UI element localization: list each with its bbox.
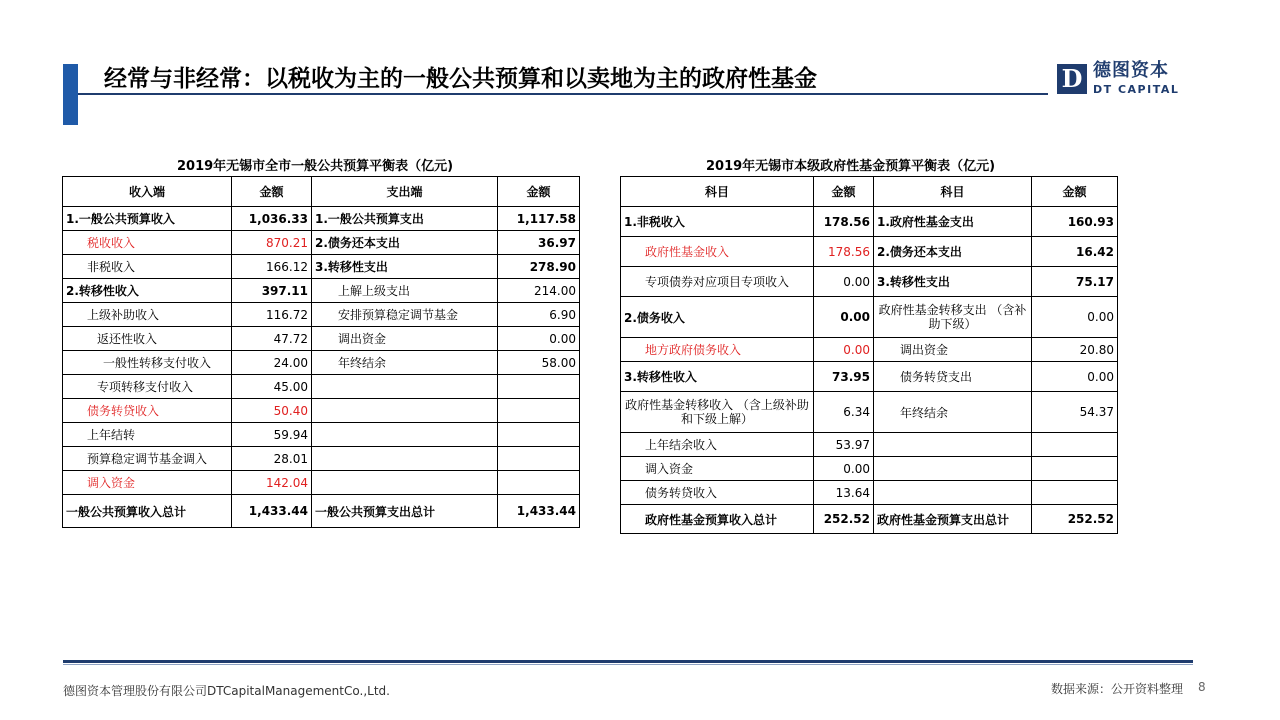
- data-source: 数据来源：公开资料整理: [1050, 682, 1183, 696]
- income-item: 返还性收入: [63, 327, 232, 351]
- expense-amount: 160.93: [1032, 207, 1118, 237]
- income-total-amount: 252.52: [814, 505, 874, 534]
- table-row: [621, 338, 1118, 362]
- header-cell: 金额: [498, 177, 580, 207]
- expense-item: 调出资金: [874, 338, 1032, 362]
- income-item: 一般性转移支付收入: [63, 351, 232, 375]
- income-item: 政府性基金收入: [621, 237, 814, 267]
- logo-en-text: DT CAPITAL: [1093, 83, 1180, 96]
- income-total-label: 政府性基金预算收入总计: [621, 505, 814, 534]
- header-cell: 金额: [814, 177, 874, 207]
- expense-item: [874, 457, 1032, 481]
- table-row: [621, 457, 1118, 481]
- page-number: 8: [1198, 680, 1206, 694]
- expense-item: [312, 447, 498, 471]
- expense-amount: [498, 447, 580, 471]
- income-total-amount: 1,433.44: [232, 495, 312, 528]
- expense-item: [312, 375, 498, 399]
- table-row: [63, 351, 580, 375]
- expense-amount: 0.00: [498, 327, 580, 351]
- table-row: [621, 392, 1118, 433]
- expense-amount: 6.90: [498, 303, 580, 327]
- expense-total-label: 一般公共预算支出总计: [312, 495, 498, 528]
- header-cell: 收入端: [63, 177, 232, 207]
- expense-item: 1.政府性基金支出: [874, 207, 1032, 237]
- income-item: 上年结余收入: [621, 433, 814, 457]
- table-row: [63, 303, 580, 327]
- expense-amount: 54.37: [1032, 392, 1118, 433]
- expense-total-amount: 1,433.44: [498, 495, 580, 528]
- expense-amount: [1032, 433, 1118, 457]
- income-item: 预算稳定调节基金调入: [63, 447, 232, 471]
- header-cell: 金额: [1032, 177, 1118, 207]
- table-row: [63, 375, 580, 399]
- income-item: 债务转贷收入: [621, 481, 814, 505]
- expense-total-label: 政府性基金预算支出总计: [874, 505, 1032, 534]
- income-item: 专项债券对应项目专项收入: [621, 267, 814, 297]
- expense-total-amount: 252.52: [1032, 505, 1118, 534]
- income-item: 政府性基金转移收入 （含上级补助和下级上解）: [621, 392, 814, 433]
- income-amount: 0.00: [814, 267, 874, 297]
- company-name: 德图资本管理股份有限公司DTCapitalManagementCo.,Ltd.: [63, 684, 390, 698]
- table2-title: 2019年无锡市本级政府性基金预算平衡表（亿元): [706, 159, 996, 174]
- expense-item: 3.转移性支出: [312, 255, 498, 279]
- expense-item: 债务转贷支出: [874, 362, 1032, 392]
- income-total-label: 一般公共预算收入总计: [63, 495, 232, 528]
- expense-amount: 58.00: [498, 351, 580, 375]
- table-row: [621, 297, 1118, 338]
- logo-cn-text: 德图资本: [1093, 60, 1169, 81]
- table-row: [63, 327, 580, 351]
- income-amount: 50.40: [232, 399, 312, 423]
- expense-amount: [1032, 481, 1118, 505]
- table-row: [63, 423, 580, 447]
- title-underline: [78, 93, 1048, 95]
- footer-divider-thin: [63, 664, 1193, 665]
- footer-divider: [63, 660, 1193, 663]
- expense-amount: [498, 471, 580, 495]
- expense-amount: [498, 423, 580, 447]
- income-item: 非税收入: [63, 255, 232, 279]
- table-total-row: [621, 505, 1118, 534]
- expense-amount: 0.00: [1032, 297, 1118, 338]
- expense-item: [312, 423, 498, 447]
- table-row: [63, 279, 580, 303]
- expense-amount: 0.00: [1032, 362, 1118, 392]
- income-item: 债务转贷收入: [63, 399, 232, 423]
- income-item: 上级补助收入: [63, 303, 232, 327]
- income-item: 3.转移性收入: [621, 362, 814, 392]
- expense-item: 政府性基金转移支出 （含补助下级）: [874, 297, 1032, 338]
- expense-item: 1.一般公共预算支出: [312, 207, 498, 231]
- income-amount: 178.56: [814, 207, 874, 237]
- income-item: 地方政府债务收入: [621, 338, 814, 362]
- header-cell: 科目: [621, 177, 814, 207]
- income-amount: 28.01: [232, 447, 312, 471]
- header-cell: 科目: [874, 177, 1032, 207]
- income-item: 调入资金: [63, 471, 232, 495]
- income-amount: 142.04: [232, 471, 312, 495]
- table-total-row: [63, 495, 580, 528]
- income-item: 专项转移支付收入: [63, 375, 232, 399]
- table-row: [621, 362, 1118, 392]
- title-accent-bar: [63, 64, 78, 125]
- income-amount: 53.97: [814, 433, 874, 457]
- table-row: [621, 433, 1118, 457]
- income-amount: 870.21: [232, 231, 312, 255]
- expense-amount: [498, 375, 580, 399]
- header-cell: 支出端: [312, 177, 498, 207]
- expense-item: [312, 471, 498, 495]
- income-amount: 13.64: [814, 481, 874, 505]
- expense-item: 安排预算稳定调节基金: [312, 303, 498, 327]
- government-fund-table: [620, 176, 1118, 534]
- expense-amount: 214.00: [498, 279, 580, 303]
- table-header-row: [63, 177, 580, 207]
- income-item: 税收收入: [63, 231, 232, 255]
- expense-amount: 75.17: [1032, 267, 1118, 297]
- income-amount: 59.94: [232, 423, 312, 447]
- expense-item: 年终结余: [312, 351, 498, 375]
- expense-item: 上解上级支出: [312, 279, 498, 303]
- income-item: 1.一般公共预算收入: [63, 207, 232, 231]
- income-amount: 397.11: [232, 279, 312, 303]
- table-row: [63, 399, 580, 423]
- expense-item: 调出资金: [312, 327, 498, 351]
- expense-item: [874, 433, 1032, 457]
- table-row: [621, 207, 1118, 237]
- income-amount: 73.95: [814, 362, 874, 392]
- table-row: [63, 207, 580, 231]
- income-item: 1.非税收入: [621, 207, 814, 237]
- table-row: [63, 231, 580, 255]
- income-item: 上年结转: [63, 423, 232, 447]
- expense-amount: [498, 399, 580, 423]
- header-cell: 金额: [232, 177, 312, 207]
- expense-amount: [1032, 457, 1118, 481]
- income-amount: 0.00: [814, 457, 874, 481]
- general-budget-table: [62, 176, 580, 528]
- income-amount: 178.56: [814, 237, 874, 267]
- income-amount: 0.00: [814, 338, 874, 362]
- expense-item: 3.转移性支出: [874, 267, 1032, 297]
- income-amount: 0.00: [814, 297, 874, 338]
- table-row: [63, 255, 580, 279]
- table-header-row: [621, 177, 1118, 207]
- income-amount: 24.00: [232, 351, 312, 375]
- income-item: 调入资金: [621, 457, 814, 481]
- table1-title: 2019年无锡市全市一般公共预算平衡表（亿元): [177, 159, 454, 174]
- income-amount: 166.12: [232, 255, 312, 279]
- table-row: [621, 267, 1118, 297]
- expense-amount: 16.42: [1032, 237, 1118, 267]
- income-amount: 45.00: [232, 375, 312, 399]
- expense-item: [312, 399, 498, 423]
- income-amount: 6.34: [814, 392, 874, 433]
- page-title: 经常与非经常：以税收为主的一般公共预算和以卖地为主的政府性基金: [104, 66, 817, 92]
- expense-amount: 36.97: [498, 231, 580, 255]
- income-amount: 116.72: [232, 303, 312, 327]
- company-logo: [1057, 62, 1179, 95]
- expense-amount: 1,117.58: [498, 207, 580, 231]
- income-amount: 1,036.33: [232, 207, 312, 231]
- expense-item: 2.债务还本支出: [874, 237, 1032, 267]
- income-amount: 47.72: [232, 327, 312, 351]
- income-item: 2.转移性收入: [63, 279, 232, 303]
- table-row: [63, 471, 580, 495]
- expense-amount: 278.90: [498, 255, 580, 279]
- expense-item: 年终结余: [874, 392, 1032, 433]
- table-row: [621, 481, 1118, 505]
- expense-amount: 20.80: [1032, 338, 1118, 362]
- expense-item: [874, 481, 1032, 505]
- expense-item: 2.债务还本支出: [312, 231, 498, 255]
- income-item: 2.债务收入: [621, 297, 814, 338]
- table-row: [621, 237, 1118, 267]
- logo-mark-icon: D: [1057, 64, 1087, 94]
- table-row: [63, 447, 580, 471]
